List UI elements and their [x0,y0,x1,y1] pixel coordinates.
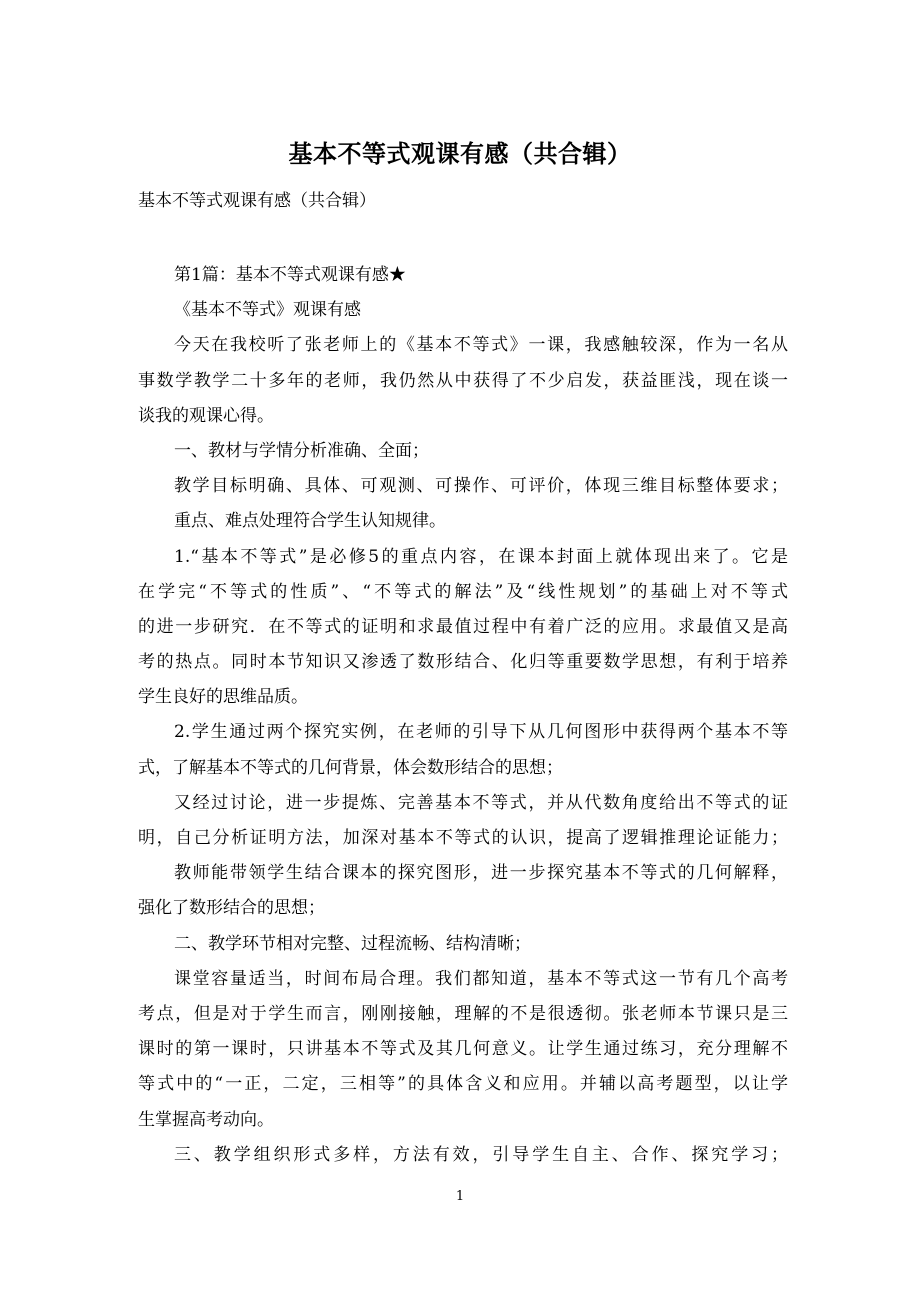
document-body [138,258,788,1173]
text-line: 1.“基本不等式”是必修5的重点内容，在课本封面上就体现出来了。它是 [174,546,788,567]
text-line: 第1篇：基本不等式观课有感★ [174,265,406,285]
text-line: 考点，但是对于学生而言，刚刚接触，理解的不是很透彻。张老师本节课只是三 [138,1003,788,1024]
text-line: 在学完“不等式的性质”、“不等式的解法”及“线性规划”的基础上对不等式 [138,581,788,602]
text-line: 重点、难点处理符合学生认知规律。 [174,511,446,532]
text-line: 又经过讨论，进一步提炼、完善基本不等式，并从代数角度给出不等式的证 [174,792,788,813]
text-line: 教学目标明确、具体、可观测、可操作、可评价，体现三维目标整体要求； [174,476,788,497]
text-line: 今天在我校听了张老师上的《基本不等式》一课，我感触较深，作为一名从 [174,335,788,356]
text-line: 二、教学环节相对完整、过程流畅、结构清晰； [174,933,531,954]
text-line: 教师能带领学生结合课本的探究图形，进一步探究基本不等式的几何解释， [174,863,788,884]
text-line: 谈我的观课心得。 [138,405,274,426]
text-line: 考的热点。同时本节知识又渗透了数形结合、化归等重要数学思想，有利于培养 [138,652,788,673]
page-number: 1 [455,1189,465,1204]
text-line: 明，自己分析证明方法，加深对基本不等式的认识，提高了逻辑推理论证能力； [138,828,788,848]
text-line: 等式中的“一正，二定，三相等”的具体含义和应用。并辅以高考题型，以让学 [138,1074,788,1095]
document-title: 基本不等式观课有感（共合辑） [288,139,632,168]
text-line: 的进一步研究．在不等式的证明和求最值过程中有着广泛的应用。求最值又是高 [138,616,788,637]
text-line: 课时的第一课时，只讲基本不等式及其几何意义。让学生通过练习，充分理解不 [138,1039,788,1060]
text-line: 《基本不等式》观课有感 [174,300,361,321]
text-line: 2.学生通过两个探究实例，在老师的引导下从几何图形中获得两个基本不等 [174,722,788,743]
text-line: 生掌握高考动向。 [138,1109,274,1130]
text-line: 三、教学组织形式多样，方法有效，引导学生自主、合作、探究学习； [174,1144,788,1165]
text-line: 学生良好的思维品质。 [138,687,308,708]
text-line: 事数学教学二十多年的老师，我仍然从中获得了不少启发，获益匪浅，现在谈一 [138,370,788,391]
text-line: 式，了解基本不等式的几何背景，体会数形结合的思想； [138,757,563,778]
text-line: 强化了数形结合的思想； [138,898,325,919]
text-line: 课堂容量适当，时间布局合理。我们都知道，基本不等式这一节有几个高考 [174,968,788,989]
document-subtitle: 基本不等式观课有感（共合辑） [138,191,376,211]
text-line: 一、教材与学情分析准确、全面； [174,440,429,461]
